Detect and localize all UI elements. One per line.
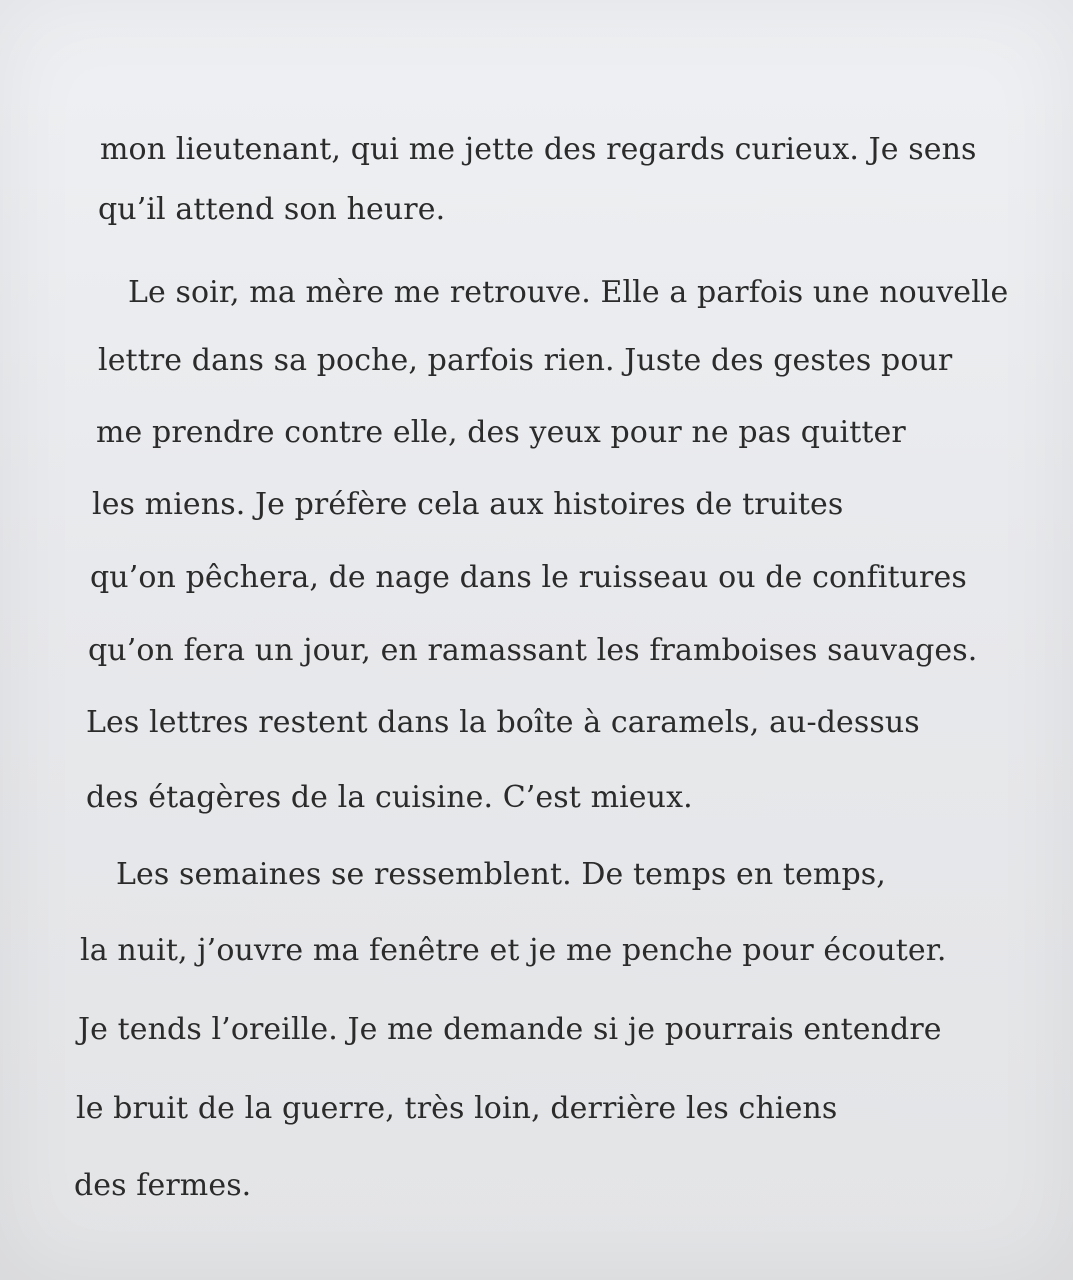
text-line: mon lieutenant, qui me jette des regards curieux. Je sens [100,132,977,167]
text-line: Les semaines se ressemblent. De temps en temps, [116,857,886,892]
text-line: la nuit, j’ouvre ma fenêtre et je me penche pour écouter. [80,933,947,968]
text-line: lettre dans sa poche, parfois rien. Juste des gestes pour [98,343,953,378]
text-line: qu’on fera un jour, en ramassant les framboises sauvages. [88,633,978,668]
text-line: Les lettres restent dans la boîte à caramels, au-dessus [86,705,920,740]
text-line: le bruit de la guerre, très loin, derrière les chiens [76,1091,838,1126]
text-line: qu’il attend son heure. [98,192,446,227]
text-line: Le soir, ma mère me retrouve. Elle a parfois une nouvelle [128,275,1009,310]
text-line: des fermes. [74,1168,252,1203]
text-line: qu’on pêchera, de nage dans le ruisseau ou de confitures [90,560,967,595]
text-line: des étagères de la cuisine. C’est mieux. [86,780,693,815]
text-line: les miens. Je préfère cela aux histoires de truites [92,487,844,522]
text-line: me prendre contre elle, des yeux pour ne pas quitter [96,415,906,450]
text-line: Je tends l’oreille. Je me demande si je pourrais entendre [78,1012,942,1047]
